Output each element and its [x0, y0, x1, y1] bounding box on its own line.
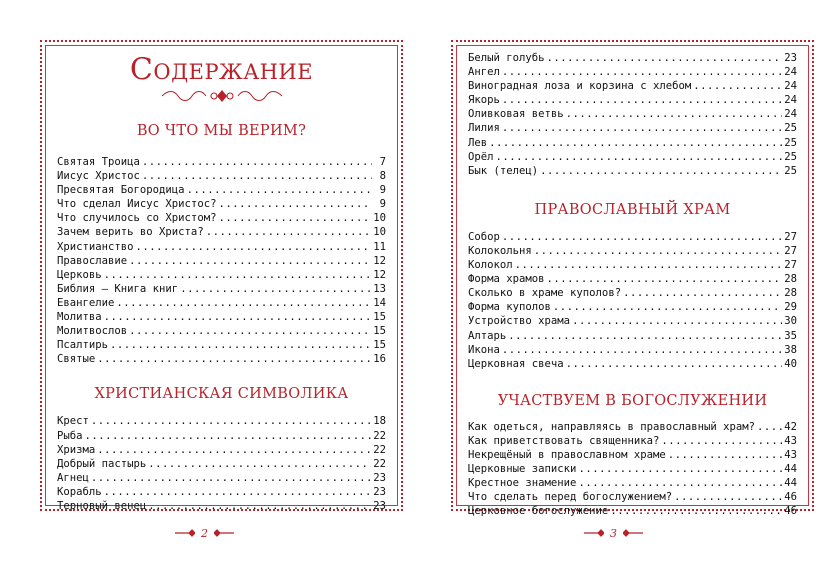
ornament-right-icon	[214, 529, 234, 537]
toc-entry[interactable]: Что сделал Иисус Христос? ..... 9	[57, 197, 386, 211]
right-page-content	[468, 40, 797, 518]
toc-entry[interactable]: Православие ..... 12	[57, 254, 386, 268]
page-number: 2	[201, 526, 208, 540]
toc-entry[interactable]: Святая Троица ..... 7	[57, 155, 386, 169]
toc-entry[interactable]: Иисус Христос ..... 8	[57, 169, 386, 183]
toc-entry[interactable]: Как приветствовать священника? ..... 43	[468, 434, 797, 448]
right-page	[451, 40, 814, 518]
toc-entry[interactable]: Алтарь ..... 35	[468, 329, 797, 343]
section-heading-worship: УЧАСТВУЕМ В БОГОСЛУЖЕНИИ	[497, 392, 768, 409]
section-heading-church: ПРАВОСЛАВНЫЙ ХРАМ	[534, 201, 731, 218]
toc-list-beliefs	[57, 155, 386, 366]
toc-entry[interactable]: Библия — Книга книг ..... 13	[57, 282, 386, 296]
left-page	[40, 40, 403, 511]
toc-entry[interactable]: Белый голубь ..... 23	[468, 51, 797, 65]
right-page-number	[584, 526, 643, 540]
toc-entry[interactable]: Форма храмов ..... 28	[468, 272, 797, 286]
toc-entry[interactable]: Христианство ..... 11	[57, 240, 386, 254]
page-number: 3	[610, 526, 617, 540]
ornament-right-icon	[623, 529, 643, 537]
toc-entry[interactable]: Церковная свеча ..... 40	[468, 357, 797, 371]
toc-entry[interactable]: Виноградная лоза и корзина с хлебом ..... 24	[468, 79, 797, 93]
toc-entry[interactable]: Терновый венец ..... 23	[57, 499, 386, 513]
toc-entry[interactable]: Добрый пастырь ..... 22	[57, 457, 386, 471]
toc-entry[interactable]: Лев ..... 25	[468, 136, 797, 150]
toc-entry[interactable]: Орёл ..... 25	[468, 150, 797, 164]
toc-entry[interactable]: Церковные записки ..... 44	[468, 462, 797, 476]
toc-entry[interactable]: Сколько в храме куполов? ..... 28	[468, 286, 797, 300]
toc-entry[interactable]: Крестное знамение ..... 44	[468, 476, 797, 490]
toc-entry[interactable]: Церковь ..... 12	[57, 268, 386, 282]
toc-entry[interactable]: Пресвятая Богородица ..... 9	[57, 183, 386, 197]
toc-entry[interactable]: Агнец ..... 23	[57, 471, 386, 485]
toc-entry[interactable]: Молитвослов ..... 15	[57, 324, 386, 338]
toc-entry[interactable]: Колокольня ..... 27	[468, 244, 797, 258]
toc-entry[interactable]: Молитва ..... 15	[57, 310, 386, 324]
toc-entry[interactable]: Некрещёный в православном храме ..... 43	[468, 448, 797, 462]
toc-entry[interactable]: Корабль ..... 23	[57, 485, 386, 499]
toc-list-symbolism-continued	[468, 51, 797, 178]
toc-list-church	[468, 230, 797, 371]
toc-entry[interactable]: Зачем верить во Христа? ..... 10	[57, 225, 386, 239]
toc-entry[interactable]: Собор ..... 27	[468, 230, 797, 244]
toc-entry[interactable]: Форма куполов ..... 29	[468, 300, 797, 314]
toc-entry[interactable]: Крест ..... 18	[57, 414, 386, 428]
toc-list-symbolism	[57, 414, 386, 513]
toc-list-worship	[468, 420, 797, 519]
ornament-left-icon	[584, 529, 604, 537]
toc-entry[interactable]: Лилия ..... 25	[468, 121, 797, 135]
toc-entry[interactable]: Псалтирь ..... 15	[57, 338, 386, 352]
left-page-number	[175, 526, 234, 540]
toc-entry[interactable]: Устройство храма ..... 30	[468, 314, 797, 328]
ornament-left-icon	[175, 529, 195, 537]
toc-entry[interactable]: Евангелие ..... 14	[57, 296, 386, 310]
toc-entry[interactable]: Колокол ..... 27	[468, 258, 797, 272]
ornament-divider-icon	[158, 89, 286, 103]
toc-entry[interactable]: Якорь ..... 24	[468, 93, 797, 107]
section-heading-symbolism: ХРИСТИАНСКАЯ СИМВОЛИКА	[94, 386, 349, 403]
toc-entry[interactable]: Церковное богослужение ..... 46	[468, 504, 797, 518]
toc-entry[interactable]: Хризма ..... 22	[57, 443, 386, 457]
toc-entry[interactable]: Бык (телец) ..... 25	[468, 164, 797, 178]
toc-entry[interactable]: Что случилось со Христом? ..... 10	[57, 211, 386, 225]
toc-entry[interactable]: Рыба ..... 22	[57, 429, 386, 443]
toc-entry[interactable]: Святые ..... 16	[57, 352, 386, 366]
toc-entry[interactable]: Как одеться, направляясь в православный храм? ..... 42	[468, 420, 797, 434]
toc-entry[interactable]: Оливковая ветвь ..... 24	[468, 107, 797, 121]
contents-title: Содержание	[129, 52, 314, 87]
toc-entry[interactable]: Ангел ..... 24	[468, 65, 797, 79]
toc-entry[interactable]: Икона ..... 38	[468, 343, 797, 357]
toc-entry[interactable]: Что сделать перед богослужением? ..... 46	[468, 490, 797, 504]
section-heading-beliefs: ВО ЧТО МЫ ВЕРИМ?	[136, 123, 307, 139]
left-page-content	[57, 40, 386, 511]
